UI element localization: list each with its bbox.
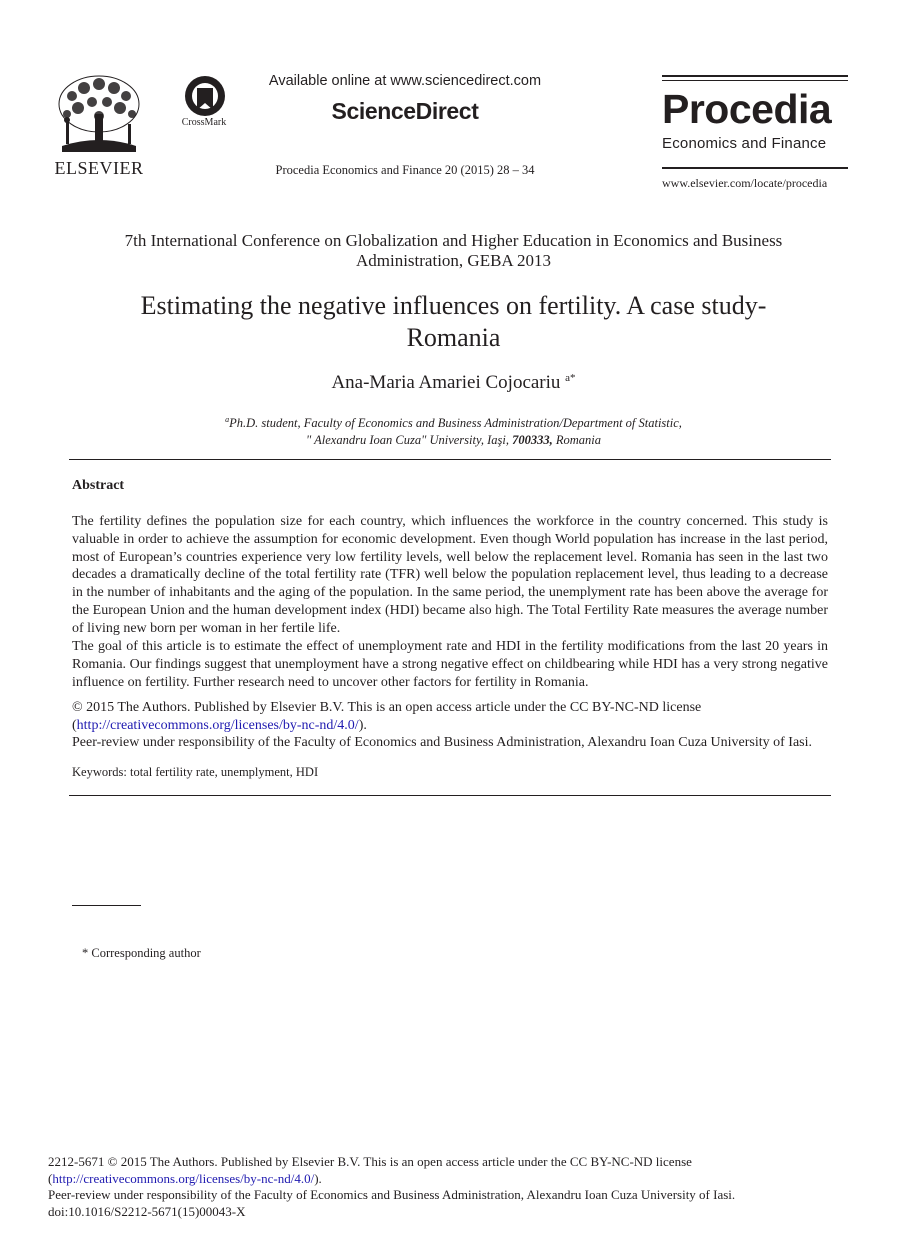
page-footer — [48, 1154, 868, 1220]
sciencedirect-logo[interactable]: ScienceDirect — [331, 98, 479, 124]
paper-title — [60, 290, 847, 354]
affiliation-line-2c: Romania — [552, 433, 601, 447]
procedia-bottom-rule — [662, 167, 848, 169]
affiliation-line-2a: " Alexandru Ioan Cuza" University, Iaşi, — [306, 433, 513, 447]
abstract-heading: Abstract — [72, 478, 125, 493]
footer-peer-review: Peer-review under responsibility of the Faculty of Economics and Business Administration, Alexandru Ioan Cuza University of Iasi. — [48, 1187, 736, 1202]
footer-license-link[interactable]: http://creativecommons.org/licenses/by-nc-nd/4.0/ — [52, 1170, 315, 1186]
author-line — [100, 372, 807, 394]
license-link[interactable]: http://creativecommons.org/licenses/by-nc-nd/4.0/ — [76, 717, 359, 733]
abstract-paragraph-1: The fertility defines the population size for each country, which influences the workforce in the country concerned. This study is valuable in order to achieve the assumption for economic development. Even though World population has increase in the last period, most of European’s countries experience very low fertility levels, well below the replacement level. Romania has seen in the last two decades a dramatically decline of the total fertility rate (TFR) well below the population replacement level, thus leading to a decrease in the number of inhabitants and the aging of the population. In the same period, the unemplyment rate has been above the average for the European Union and the human development index (HDI) became also high. The Total Fertility Rate measures the average number of living new born per woman in her fertile life. — [72, 514, 828, 636]
available-online-text: Available online at www.sciencedirect.com — [268, 73, 542, 89]
procedia-url[interactable]: www.elsevier.com/locate/procedia — [662, 176, 828, 190]
procedia-top-rule-1 — [662, 75, 848, 77]
abstract-top-divider — [69, 459, 831, 460]
license-paren-close: ). — [358, 717, 367, 733]
elsevier-wordmark: ELSEVIER — [54, 158, 144, 178]
keywords: Keywords: total fertility rate, unemplyment, HDI — [72, 765, 319, 779]
conference-line-2: Administration, GEBA 2013 — [355, 251, 552, 270]
conference-name — [40, 231, 867, 271]
crossmark-label: CrossMark — [181, 117, 227, 128]
abstract-paragraph-2: The goal of this article is to estimate the effect of unemployment rate and HDI in the fertility modifications from the last 20 years in Romania. Our findings suggest that unemployment have a strong negative effect on childbearing while HDI has a very strong negative influence on fertility. Further research need to uncover other factors for fertility in Romania. — [72, 639, 828, 690]
footer-paren-close: ). — [314, 1170, 322, 1186]
title-line-2: Romania — [406, 323, 501, 352]
license-paren-open: ( — [72, 717, 77, 733]
procedia-logo: Procedia — [662, 86, 832, 132]
abstract-bottom-divider — [69, 795, 831, 796]
procedia-top-rule-2 — [662, 80, 848, 81]
author-name: Ana-Maria Amariei Cojocariu — [331, 372, 561, 393]
footer-license-line: 2212-5671 © 2015 The Authors. Published by Elsevier B.V. This is an open access article under the CC BY-NC-ND license — [48, 1154, 692, 1169]
conference-line-1: 7th International Conference on Globalization and Higher Education in Economics and Business — [124, 231, 783, 250]
corresponding-author-footnote: * Corresponding author — [82, 946, 201, 960]
affiliation-line-1: Ph.D. student, Faculty of Economics and Business Administration/Department of Statistic, — [229, 416, 682, 430]
affiliation-postcode: 700333, — [512, 433, 553, 447]
author-mark: a* — [565, 372, 576, 384]
procedia-subtitle: Economics and Finance — [662, 135, 827, 152]
license-line-1: © 2015 The Authors. Published by Elsevier B.V. This is an open access article under the CC BY-NC-ND license — [72, 700, 702, 715]
affiliation — [100, 411, 807, 449]
footnote-rule — [72, 905, 141, 906]
affiliation-mark: a — [225, 415, 230, 424]
footer-paren-open: ( — [48, 1170, 53, 1186]
footer-doi[interactable]: doi:10.1016/S2212-5671(15)00043-X — [48, 1203, 246, 1219]
peer-review-statement: Peer-review under responsibility of the Faculty of Economics and Business Administration, Alexandru Ioan Cuza University of Iasi. — [72, 735, 813, 750]
license-block — [72, 699, 832, 752]
journal-citation: Procedia Economics and Finance 20 (2015) 28 – 34 — [275, 163, 535, 177]
title-line-1: Estimating the negative influences on fertility. A case study- — [140, 291, 767, 320]
